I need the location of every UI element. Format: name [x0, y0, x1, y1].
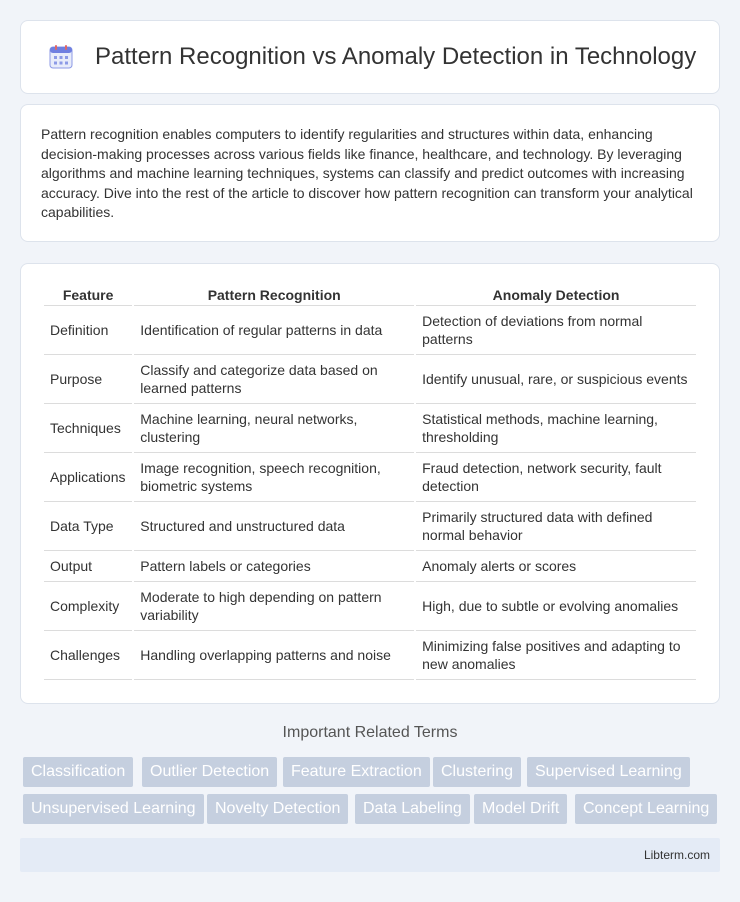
tag-model-drift[interactable]: Model Drift — [474, 794, 567, 824]
tag-outlier-detection[interactable]: Outlier Detection — [142, 757, 277, 787]
intro-text: Pattern recognition enables computers to identify regularities and structures within data, enhancing decision-making processes across various fields like finance, healthcare, and technology. By leveraging algorithms and machine learning techniques, systems can classify and predict outcomes with increasing accuracy. Dive into the rest of the article to discover how pattern recognition can transform your analytical capabilities. — [41, 126, 693, 221]
row-anomaly-detection: Primarily structured data with defined normal behavior — [416, 502, 696, 551]
tag-novelty-detection[interactable]: Novelty Detection — [207, 794, 348, 824]
tag-supervised-learning[interactable]: Supervised Learning — [527, 757, 690, 787]
row-anomaly-detection: Statistical methods, machine learning, thresholding — [416, 404, 696, 453]
tag-unsupervised-learning[interactable]: Unsupervised Learning — [23, 794, 204, 824]
row-pattern-recognition: Pattern labels or categories — [134, 551, 414, 582]
row-feature: Data Type — [44, 502, 132, 551]
table-row — [44, 582, 696, 631]
tag-feature-extraction[interactable]: Feature Extraction — [283, 757, 430, 787]
row-anomaly-detection: Identify unusual, rare, or suspicious events — [416, 355, 696, 404]
calendar-icon — [47, 43, 75, 71]
row-pattern-recognition: Machine learning, neural networks, clustering — [134, 404, 414, 453]
row-feature: Techniques — [44, 404, 132, 453]
row-feature: Purpose — [44, 355, 132, 404]
row-feature: Applications — [44, 453, 132, 502]
table-row — [44, 306, 696, 355]
row-anomaly-detection: Anomaly alerts or scores — [416, 551, 696, 582]
row-feature: Definition — [44, 306, 132, 355]
table-row — [44, 453, 696, 502]
row-anomaly-detection: Minimizing false positives and adapting to new anomalies — [416, 631, 696, 680]
table-row — [44, 355, 696, 404]
tag-classification[interactable]: Classification — [23, 757, 133, 787]
header-pattern-recognition: Pattern Recognition — [134, 284, 414, 306]
row-anomaly-detection: Detection of deviations from normal patterns — [416, 306, 696, 355]
table-row — [44, 551, 696, 582]
table-row — [44, 404, 696, 453]
table-row — [44, 502, 696, 551]
header-card — [20, 20, 720, 94]
row-pattern-recognition: Identification of regular patterns in data — [134, 306, 414, 355]
comparison-card — [20, 263, 720, 704]
header-anomaly-detection: Anomaly Detection — [416, 284, 696, 306]
row-pattern-recognition: Classify and categorize data based on learned patterns — [134, 355, 414, 404]
table-row — [44, 631, 696, 680]
page-title: Pattern Recognition vs Anomaly Detection in Technology — [95, 43, 697, 70]
row-pattern-recognition: Image recognition, speech recognition, biometric systems — [134, 453, 414, 502]
tag-clustering[interactable]: Clustering — [433, 757, 521, 787]
row-anomaly-detection: Fraud detection, network security, fault detection — [416, 453, 696, 502]
header-feature: Feature — [44, 284, 132, 306]
footer-site-link[interactable]: Libterm.com — [643, 848, 710, 862]
row-pattern-recognition: Moderate to high depending on pattern variability — [134, 582, 414, 631]
row-feature: Challenges — [44, 631, 132, 680]
row-anomaly-detection: High, due to subtle or evolving anomalies — [416, 582, 696, 631]
footer — [20, 838, 720, 872]
tag-data-labeling[interactable]: Data Labeling — [355, 794, 470, 824]
intro-card — [20, 104, 720, 242]
row-feature: Complexity — [44, 582, 132, 631]
related-terms-title: Important Related Terms — [282, 724, 458, 741]
row-pattern-recognition: Handling overlapping patterns and noise — [134, 631, 414, 680]
row-feature: Output — [44, 551, 132, 582]
tag-concept-learning[interactable]: Concept Learning — [575, 794, 717, 824]
row-pattern-recognition: Structured and unstructured data — [134, 502, 414, 551]
comparison-table — [42, 284, 698, 680]
